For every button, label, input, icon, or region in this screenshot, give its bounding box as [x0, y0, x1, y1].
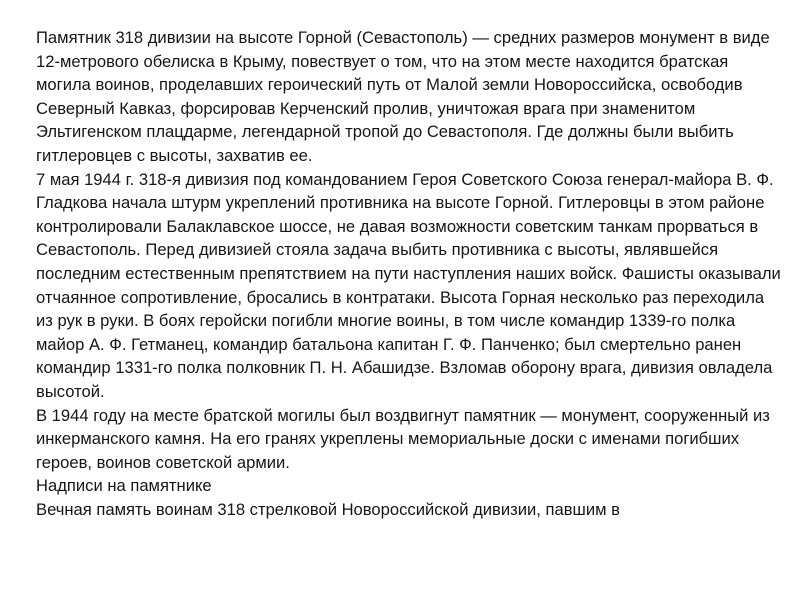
paragraph-intro: Памятник 318 дивизии на высоте Горной (Севастополь) — средних размеров монумент в виде 12-метрового обелиска в Крыму, повествует о том, что на этом месте находится братская могила воинов, проделавших героический путь от Малой земли Новороссийска, освободив Северный Кавказ, форсировав Керченский пролив, уничтожая врага при знаменитом Эльтигенском плацдарме, легендарной тропой до Севастополя. Где должны были выбить гитлеровцев с высоты, захватив ее.: [36, 28, 770, 165]
paragraph-assault: 7 мая 1944 г. 318-я дивизия под командованием Героя Советского Союза генерал-майора В. Ф. Гладкова начала штурм укреплений противника на высоте Горной. Гитлеровцы в этом районе контролировали Балаклавское шоссе, не давая возможности советским танкам прорваться в Севастополь. Перед дивизией стояла задача выбить противника с высоты, являвшейся последним естественным препятствием на пути наступления наших войск. Фашисты оказывали отчаянное сопротивление, бросались в контратаки. Высота Горная несколько раз переходила из рук в руки. В боях геройски погибли многие воины, в том числе командир 1339-го полка майор А. Ф. Гетманец, командир батальона капитан Г. Ф. Панченко; был смертельно ранен командир 1331-го полка полковник П. Н. Абашидзе. Взломав оборону врага, дивизия овладела высотой.: [36, 169, 781, 401]
paragraph-monument: В 1944 году на месте братской могилы был воздвигнут памятник — монумент, сооруженный из инкерманского камня. На его гранях укреплены мемориальные доски с именами погибших героев, воинов советской армии.: [36, 405, 770, 472]
article-text: [36, 26, 784, 521]
paragraph-inscriptions-heading: Надписи на памятнике: [36, 476, 212, 496]
paragraph-inscription-text: Вечная память воинам 318 стрелковой Новороссийской дивизии, павшим в: [36, 499, 620, 519]
